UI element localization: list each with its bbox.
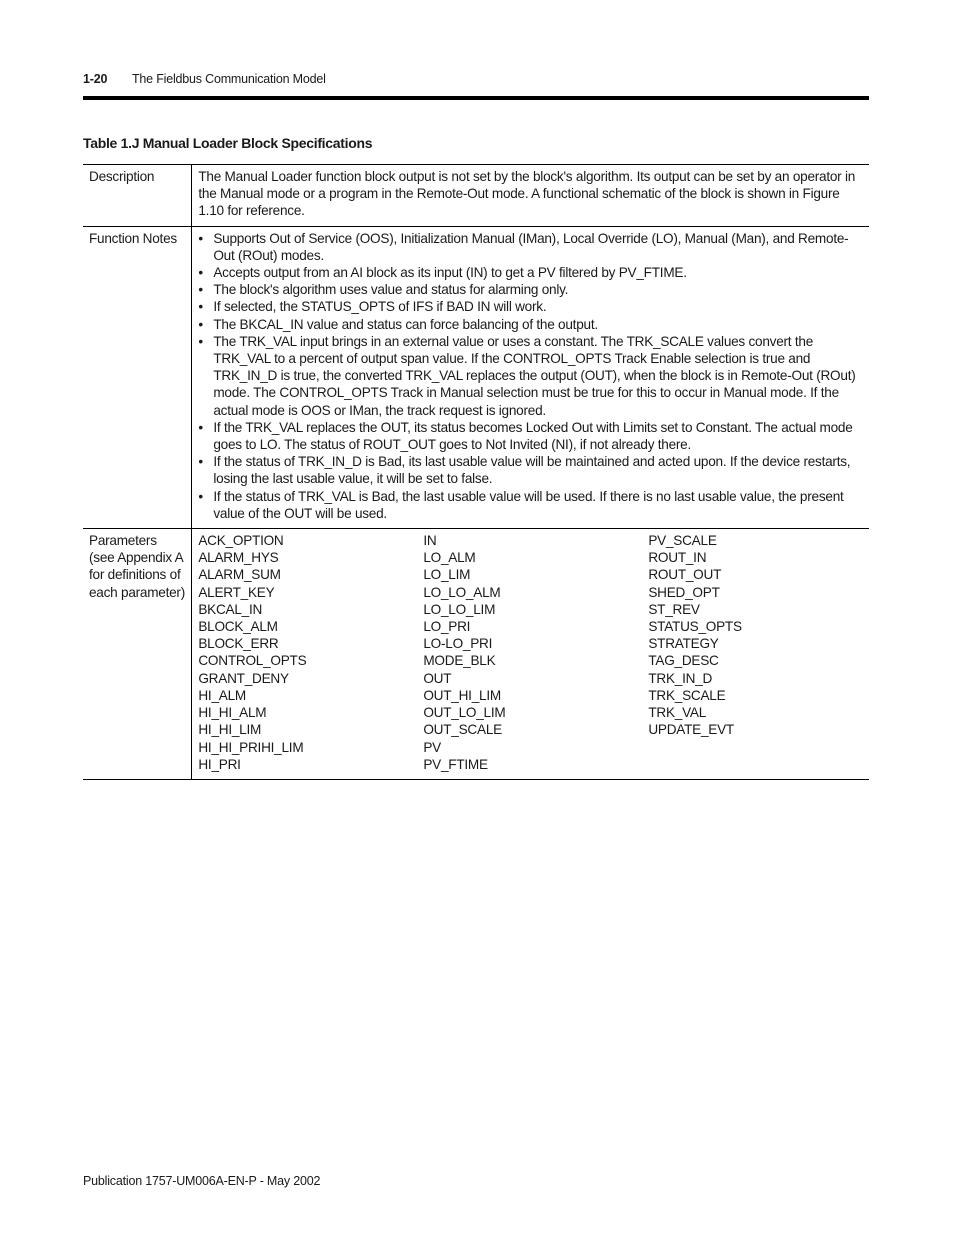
- bullet-icon: •: [198, 454, 203, 470]
- function-note-item: [198, 316, 863, 333]
- parameter-name: OUT_SCALE: [423, 722, 502, 738]
- parameter-name: MODE_BLK: [423, 653, 496, 669]
- bullet-icon: •: [198, 419, 203, 435]
- parameter-name: HI_PRI: [198, 756, 241, 772]
- parameter-name: HI_HI_LIM: [198, 722, 262, 738]
- function-note-text: Accepts output from an AI block as its input (IN) to get a PV filtered by PV_FTIME.: [213, 265, 687, 281]
- bullet-icon: •: [198, 265, 203, 281]
- parameters-grid: [198, 532, 863, 773]
- parameter-name: OUT: [423, 670, 452, 686]
- function-note-item: [198, 419, 863, 453]
- row-description: [83, 165, 869, 227]
- parameters-label: [83, 529, 192, 780]
- function-note-text: If the status of TRK_VAL is Bad, the last usable value will be used. If there is no last usable value, the present value of the OUT will be used.: [213, 488, 844, 521]
- function-notes-label: Function Notes: [83, 226, 192, 528]
- parameter-name: OUT_LO_LIM: [423, 705, 506, 721]
- description-label: Description: [83, 165, 192, 227]
- parameter-name: LO_PRI: [423, 619, 471, 635]
- parameter-name: TRK_IN_D: [648, 670, 713, 686]
- parameter-name: IN: [423, 533, 437, 549]
- parameter-name: SHED_OPT: [648, 584, 720, 600]
- parameter-name: PV_FTIME: [423, 756, 488, 772]
- parameters-label-line: each parameter): [89, 584, 185, 600]
- parameter-name: TAG_DESC: [648, 653, 719, 669]
- function-note-item: [198, 281, 863, 298]
- parameter-name: LO_LO_ALM: [423, 584, 501, 600]
- function-note-text: The BKCAL_IN value and status can force balancing of the output.: [213, 316, 598, 332]
- function-notes-list: [198, 230, 863, 522]
- spec-table: [83, 164, 869, 780]
- bullet-icon: •: [198, 282, 203, 298]
- parameters-label-line: (see Appendix A: [89, 550, 184, 566]
- parameter-name: ALERT_KEY: [198, 584, 275, 600]
- parameter-name: HI_HI_ALM: [198, 705, 267, 721]
- parameter-column: [423, 532, 648, 773]
- parameter-name: LO_ALM: [423, 550, 476, 566]
- bullet-icon: •: [198, 316, 203, 332]
- parameter-name: ACK_OPTION: [198, 533, 284, 549]
- parameter-name: PV_SCALE: [648, 533, 717, 549]
- parameter-name: HI_ALM: [198, 687, 246, 703]
- parameter-name: TRK_SCALE: [648, 687, 726, 703]
- parameter-name: BKCAL_IN: [198, 601, 263, 617]
- header-rule: [83, 96, 869, 100]
- running-title: The Fieldbus Communication Model: [132, 72, 326, 86]
- parameters-label-line: Parameters: [89, 533, 157, 549]
- parameter-name: ROUT_IN: [648, 550, 707, 566]
- parameter-name: ALARM_SUM: [198, 567, 281, 583]
- function-note-item: [198, 230, 863, 264]
- parameter-column: [198, 532, 423, 773]
- bullet-icon: •: [198, 230, 203, 246]
- parameter-name: LO_LO_LIM: [423, 601, 496, 617]
- table-caption: Table 1.J Manual Loader Block Specifications: [83, 135, 373, 151]
- parameter-name: CONTROL_OPTS: [198, 653, 307, 669]
- function-note-item: [198, 264, 863, 281]
- bullet-icon: •: [198, 333, 203, 349]
- row-parameters: [83, 529, 869, 780]
- parameter-name: ST_REV: [648, 601, 700, 617]
- function-note-text: If the TRK_VAL replaces the OUT, its status becomes Locked Out with Limits set to Constant. The actual mode goes to LO. The status of ROUT_OUT goes to Not Invited (NI), if not already there.: [213, 419, 853, 453]
- function-note-item: [198, 333, 863, 419]
- function-note-text: If selected, the STATUS_OPTS of IFS if BAD IN will work.: [213, 299, 547, 315]
- parameter-name: LO-LO_PRI: [423, 636, 493, 652]
- function-note-text: The TRK_VAL input brings in an external value or uses a constant. The TRK_SCALE values convert the TRK_VAL to a percent of output span value. If the CONTROL_OPTS Track Enable selection is true and TRK_IN_D is true, the converted TRK_VAL replaces the output (OUT), when the block is in Remote-Out (ROut) mode. The CONTROL_OPTS Track in Manual selection must be true for this to occur in Manual mode. If the actual mode is OOS or IMan, the track request is ignored.: [213, 333, 856, 418]
- parameter-name: UPDATE_EVT: [648, 722, 734, 738]
- parameter-name: ROUT_OUT: [648, 567, 722, 583]
- parameter-name: BLOCK_ERR: [198, 636, 279, 652]
- function-note-text: The block's algorithm uses value and status for alarming only.: [213, 282, 569, 298]
- parameter-name: ALARM_HYS: [198, 550, 279, 566]
- row-function-notes: [83, 226, 869, 528]
- parameter-name: STATUS_OPTS: [648, 619, 742, 635]
- bullet-icon: •: [198, 299, 203, 315]
- function-note-text: Supports Out of Service (OOS), Initialization Manual (IMan), Local Override (LO), Manual (Man), and Remote-Out (ROut) modes.: [213, 230, 849, 263]
- parameter-name: OUT_HI_LIM: [423, 687, 501, 703]
- parameter-name: TRK_VAL: [648, 705, 707, 721]
- description-text: The Manual Loader function block output is not set by the block's algorithm. Its output can be set by an operator in the Manual mode or a program in the Remote-Out mode. A functional schematic of the block is shown in Figure 1.10 for reference.: [198, 169, 856, 219]
- function-note-text: If the status of TRK_IN_D is Bad, its last usable value will be maintained and acted upon. If the device restarts, losing the last usable value, it will be set to false.: [213, 454, 851, 487]
- function-note-item: [198, 453, 863, 487]
- page-header: [83, 72, 869, 92]
- function-note-item: [198, 488, 863, 522]
- page-footer: Publication 1757-UM006A-EN-P - May 2002: [83, 1174, 321, 1188]
- parameter-column: [648, 532, 848, 773]
- function-note-item: [198, 298, 863, 315]
- parameter-name: LO_LIM: [423, 567, 471, 583]
- page-number: 1-20: [83, 72, 108, 86]
- parameter-name: GRANT_DENY: [198, 670, 289, 686]
- parameters-label-line: for definitions of: [89, 567, 181, 583]
- parameter-name: HI_HI_PRIHI_LIM: [198, 739, 304, 755]
- bullet-icon: •: [198, 488, 203, 504]
- parameter-name: PV: [423, 739, 441, 755]
- parameter-name: STRATEGY: [648, 636, 719, 652]
- parameter-name: BLOCK_ALM: [198, 619, 278, 635]
